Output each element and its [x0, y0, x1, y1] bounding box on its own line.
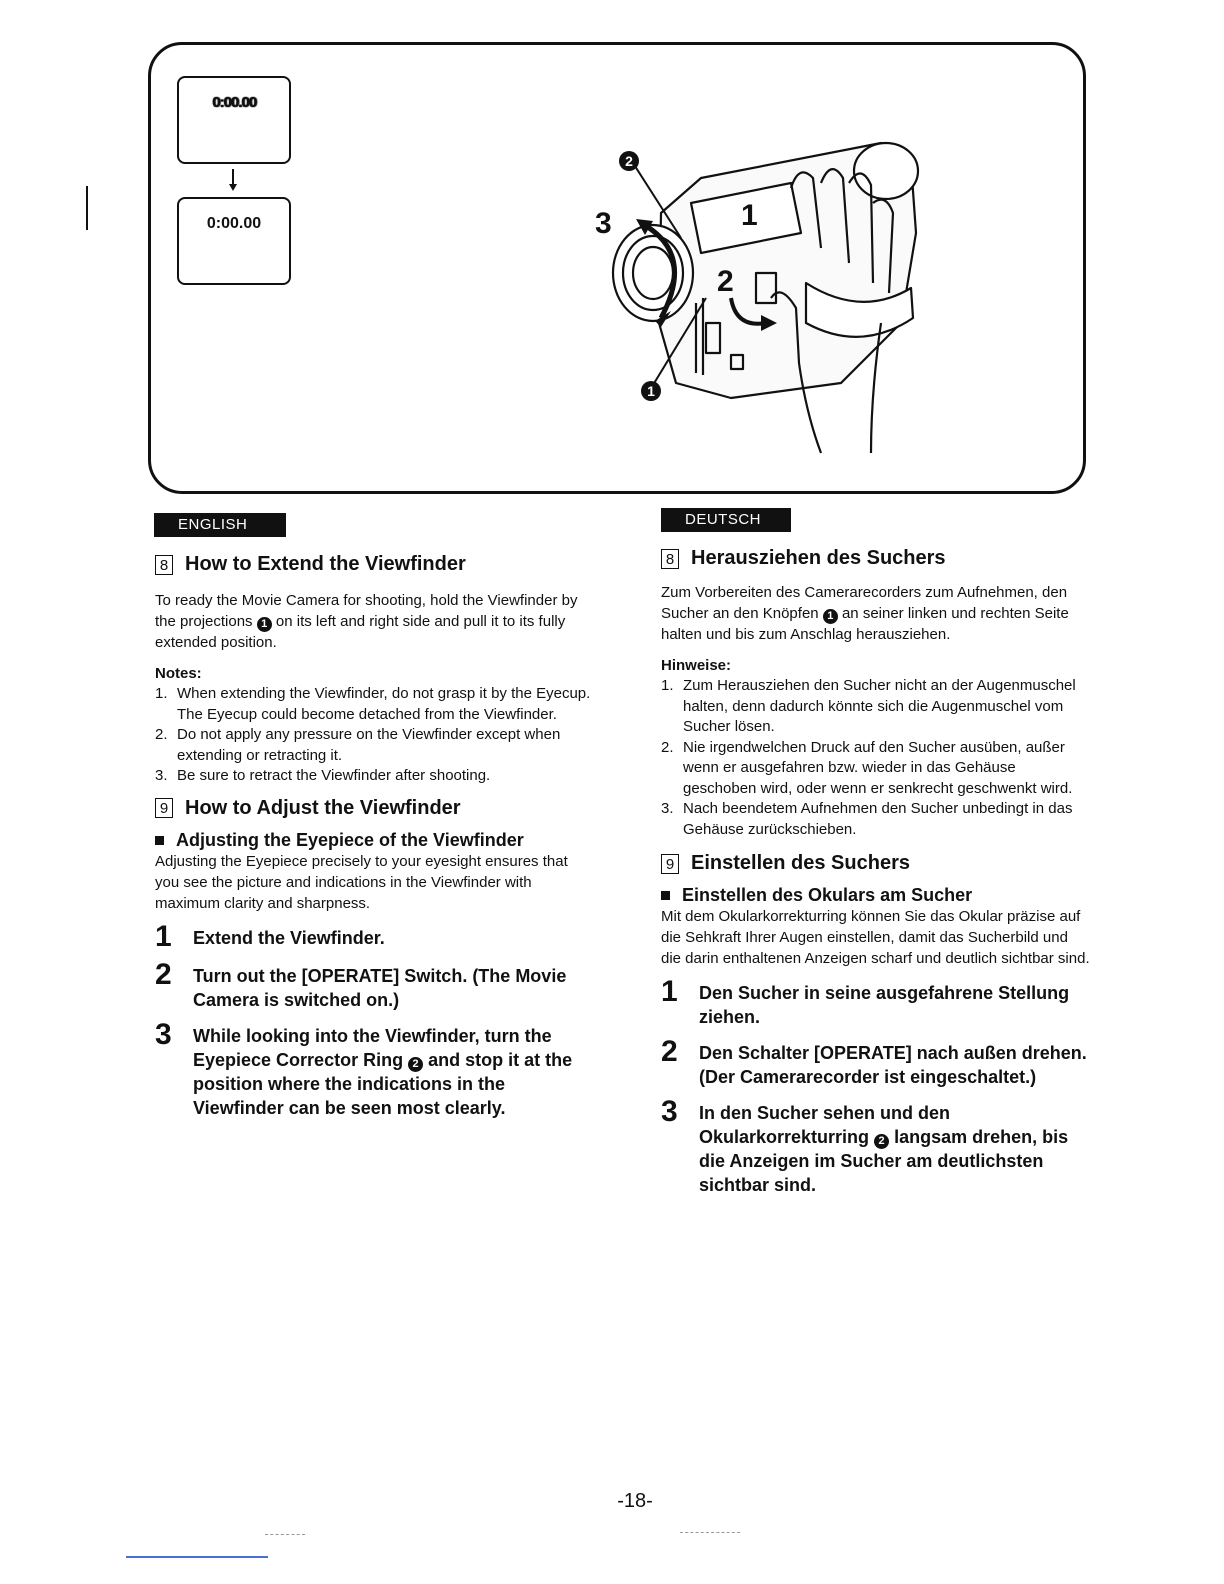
step-text: Turn out the [OPERATE] Switch. (The Movie Camera is switched on.) — [193, 965, 567, 1010]
scan-mark — [265, 1534, 305, 1536]
note-text: Be sure to retract the Viewfinder after shooting. — [177, 767, 491, 784]
intro-text-a: To ready the Movie Camera for shooting, hold the Viewfinder by the projections — [155, 592, 578, 630]
section-title: Herausziehen des Suchers — [691, 547, 946, 569]
step-1 — [155, 919, 595, 953]
notes-list — [661, 676, 1091, 840]
deutsch-s9-intro: Mit dem Okularkorrekturring können Sie das Okular präzise auf die Sehkraft Ihrer Augen einstellen, damit das Sucherbild und die darin enthaltenen Anzeigen scharf und deutlich sichtbar sind. — [661, 908, 1090, 967]
note-number: 1. — [155, 685, 168, 702]
step-text-a: In den Sucher sehen und den Okularkorrekturring — [699, 1103, 951, 1147]
note-text-b: The Eyecup could become detached from the Viewfinder. — [177, 705, 557, 723]
english-s9-intro: Adjusting the Eyepiece precisely to your eyesight ensures that you see the picture and indications in the Viewfinder with maximum clarity and sharpness. — [155, 852, 568, 912]
notes-title: Notes: — [155, 665, 202, 682]
note-number: 3. — [155, 767, 168, 784]
note-text: Zum Herausziehen den Sucher nicht an der Augenmuschel halten, denn dadurch könnte sich die Augenmuschel vom Sucher lösen. — [683, 677, 1076, 735]
step-2 — [155, 957, 595, 1012]
callout-circle-2: 2 — [625, 153, 633, 169]
step-text-b: langsam drehen, bis die Anzeigen im Sucher am deutlichsten sichtbar sind. — [699, 1127, 1069, 1195]
deutsch-section-9-heading — [661, 852, 1091, 875]
note-text: Do not apply any pressure on the Viewfinder except when extending or retracting it. — [177, 726, 561, 764]
callout-circle-1: 1 — [647, 383, 655, 399]
lcd-time-sharp: 0:00.00 — [206, 215, 262, 232]
section-title: How to Adjust the Viewfinder — [185, 796, 461, 819]
note-item — [661, 738, 1091, 800]
bottom-rule — [126, 1556, 268, 1558]
intro-text-a: Zum Vorbereiten des Camerarecorders zum Aufnehmen, den Sucher an den Knöpfen — [661, 584, 1068, 622]
callout-number-1: 1 — [741, 199, 758, 232]
english-label: ENGLISH — [154, 513, 286, 537]
step-2 — [661, 1037, 1091, 1089]
note-text: When extending the Viewfinder, do not grasp it by the Eyecup. — [177, 685, 591, 702]
step-3 — [661, 1097, 1091, 1197]
note-number: 3. — [661, 800, 674, 817]
note-number: 2. — [661, 738, 674, 756]
down-arrow-icon — [227, 169, 239, 198]
callout-number-2: 2 — [717, 265, 734, 298]
step-text — [193, 1020, 595, 1120]
note-item — [661, 799, 1091, 840]
subheading-text: Einstellen des Okulars am Sucher — [682, 885, 973, 905]
step-number: 2 — [661, 1035, 678, 1068]
step-1 — [661, 977, 1091, 1029]
section-number-box: 9 — [155, 798, 173, 818]
notes-title: Hinweise: — [661, 657, 732, 674]
note-item — [661, 676, 1091, 738]
step-text-b: and stop it at the position where the indications in the Viewfinder can be seen most clearly. — [193, 1049, 573, 1118]
note-text: Nach beendetem Aufnehmen den Sucher unbedingt in das Gehäuse zurückschieben. — [683, 800, 1073, 838]
camera-hand-illustration — [581, 123, 931, 463]
english-intro — [155, 590, 595, 653]
note-item — [155, 725, 595, 766]
section-title: Einstellen des Suchers — [691, 852, 910, 874]
deutsch-label: DEUTSCH — [661, 508, 791, 532]
callout-1-icon: 1 — [257, 617, 272, 632]
margin-mark — [86, 186, 88, 230]
english-section-9-heading — [155, 797, 595, 820]
deutsch-intro — [661, 582, 1091, 645]
bullet-square-icon — [661, 891, 670, 900]
step-number: 3 — [155, 1017, 172, 1051]
lcd-display-sharp — [177, 197, 291, 285]
note-item — [155, 684, 595, 725]
callout-number-3: 3 — [595, 207, 612, 240]
illustration-frame — [148, 42, 1086, 494]
step-text-a: While looking into the Viewfinder, turn the Eyepiece Corrector Ring — [193, 1025, 552, 1070]
callout-2-icon: 2 — [874, 1134, 889, 1149]
deutsch-column — [661, 547, 1091, 1197]
section-number-box: 8 — [155, 555, 173, 575]
step-number: 1 — [155, 919, 172, 953]
note-number: 1. — [661, 677, 674, 694]
english-section-8-heading — [155, 553, 595, 576]
note-item — [155, 766, 595, 787]
notes-list — [155, 684, 595, 787]
section-title: How to Extend the Viewfinder — [185, 553, 466, 575]
deutsch-section-8-heading — [661, 547, 1091, 570]
scan-mark — [680, 1532, 740, 1534]
intro-text-b: on its left and right side and pull it to its fully extended position. — [155, 613, 566, 651]
english-subheading — [155, 830, 595, 851]
subheading-text: Adjusting the Eyepiece of the Viewfinder — [176, 829, 524, 850]
step-text: Extend the Viewfinder. — [193, 927, 385, 948]
note-text: Nie irgendwelchen Druck auf den Sucher ausüben, außer wenn er ausgefahren bzw. wieder in das Gehäuse geschoben wird, oder wenn er senkrecht geschwenkt wird. — [683, 738, 1073, 797]
section-number-box: 9 — [661, 854, 679, 874]
step-number: 2 — [155, 957, 172, 991]
callout-1-icon: 1 — [823, 609, 838, 624]
step-text: Den Sucher in seine ausgefahrene Stellung ziehen. — [699, 983, 1070, 1027]
section-number-box: 8 — [661, 549, 679, 569]
step-number: 3 — [661, 1095, 678, 1128]
step-number: 1 — [661, 975, 678, 1008]
lcd-display-blurred — [177, 76, 291, 164]
note-number: 2. — [155, 726, 168, 743]
step-3 — [155, 1017, 595, 1120]
step-text — [699, 1097, 1091, 1197]
bullet-square-icon — [155, 836, 164, 845]
page-number: -18- — [617, 1490, 653, 1512]
intro-text-b: an seiner linken und rechten Seite halten und bis zum Anschlag herausziehen. — [661, 605, 1069, 643]
step-text: Den Schalter [OPERATE] nach außen drehen. (Der Camerarecorder ist eingeschaltet.) — [699, 1043, 1087, 1087]
deutsch-subheading — [661, 885, 1091, 906]
callout-2-icon: 2 — [408, 1057, 423, 1072]
lcd-time-blurred: 0:00.00 — [212, 94, 256, 111]
english-column — [155, 553, 595, 1120]
